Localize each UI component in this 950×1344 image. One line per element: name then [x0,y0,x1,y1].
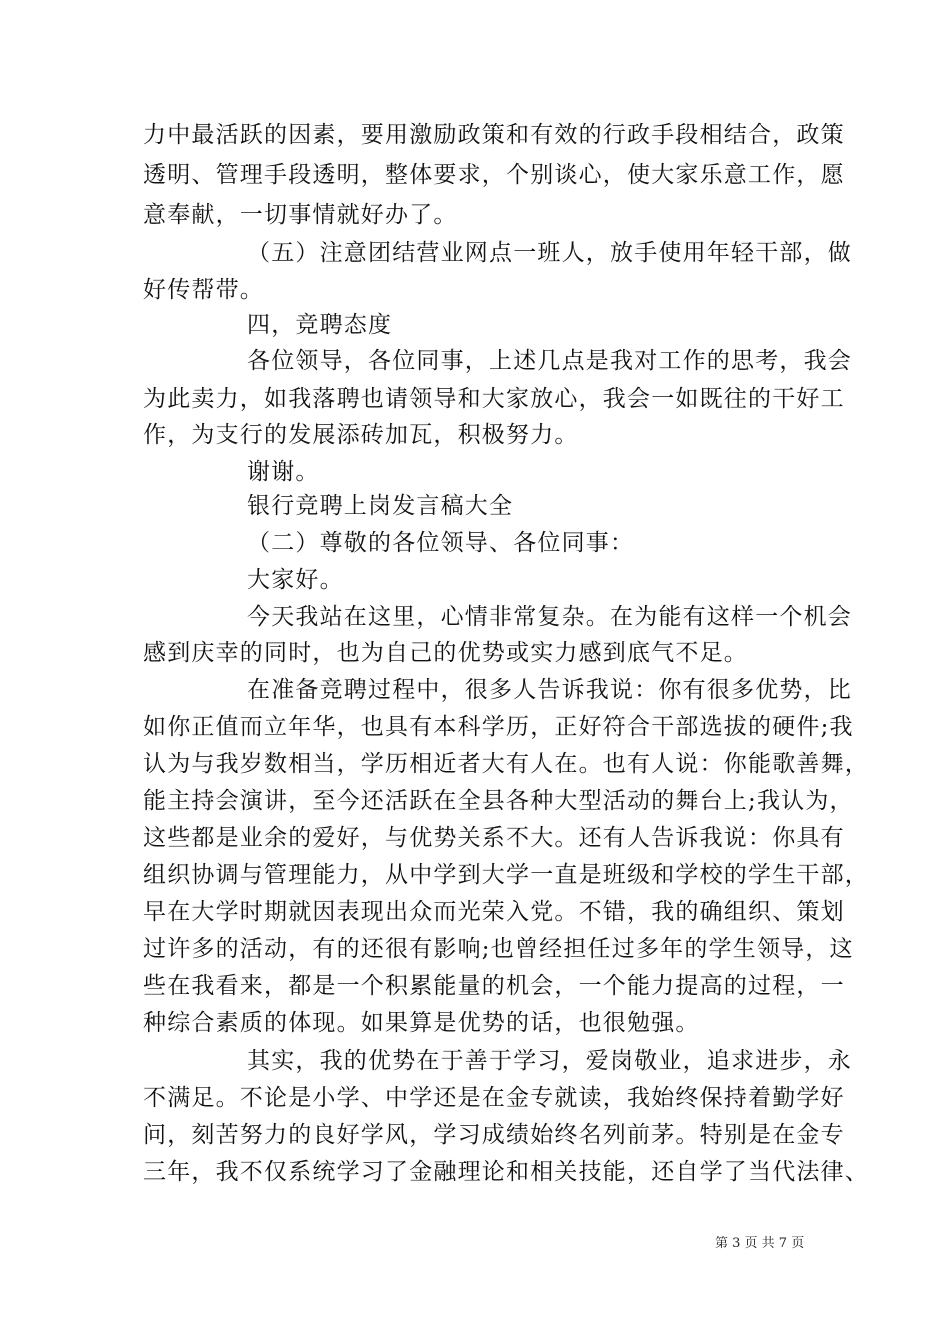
text-line: 认为与我岁数相当，学历相近者大有人在。也有人说：你能歌善舞， [143,751,869,777]
text-line: （五）注意团结营业网点一班人，放手使用年轻干部，做 [247,240,852,266]
text-line: 大家好。 [247,567,344,593]
text-line: 组织协调与管理能力，从中学到大学一直是班级和学校的学生干部， [143,862,869,888]
text-line: 谢谢。 [247,459,320,485]
text-line: 能主持会演讲，至今还活跃在全县各种大型活动的舞台上;我认为， [143,788,854,814]
text-line: 力中最活跃的因素，要用激励政策和有效的行政手段相结合，政策 [143,122,845,148]
text-line: 感到庆幸的同时，也为自己的优势或实力感到底气不足。 [143,640,748,666]
section-heading: 四，竞聘态度 [247,312,393,338]
text-line: 早在大学时期就因表现出众而光荣入党。不错，我的确组织、策划 [143,899,845,925]
text-line: 为此卖力，如我落聘也请领导和大家放心，我会一如既往的干好工 [143,386,845,412]
text-line: 意奉献，一切事情就好办了。 [143,202,458,228]
text-line: 其实，我的优势在于善于学习，爱岗敬业，追求进步，永 [247,1048,852,1074]
text-line: 今天我站在这里，心情非常复杂。在为能有这样一个机会 [247,604,852,630]
text-line: 问，刻苦努力的良好学风，学习成绩始终名列前茅。特别是在金专 [143,1122,845,1148]
text-line: 些在我看来，都是一个积累能量的机会，一个能力提高的过程，一 [143,973,845,999]
page-number: 第 3 页 共 7 页 [715,1236,805,1251]
text-line: 种综合素质的体现。如果算是优势的话，也很勉强。 [143,1010,700,1036]
document-title: 银行竞聘上岗发言稿大全 [247,493,514,519]
text-line: 这些都是业余的爱好，与优势关系不大。还有人告诉我说：你具有 [143,825,845,851]
text-line: 三年，我不仅系统学习了金融理论和相关技能，还自学了当代法律、 [143,1159,869,1185]
text-line: 各位领导，各位同事，上述几点是我对工作的思考，我会 [247,348,852,374]
text-line: 不满足。不论是小学、中学还是在金专就读，我始终保持着勤学好 [143,1085,845,1111]
text-line: （二）尊敬的各位领导、各位同事： [247,530,635,556]
text-line: 好传帮带。 [143,277,264,303]
text-line: 在准备竞聘过程中，很多人告诉我说：你有很多优势，比 [247,677,852,703]
text-line: 过许多的活动，有的还很有影响;也曾经担任过多年的学生领导，这 [143,936,854,962]
text-line: 透明、管理手段透明，整体要求，个别谈心，使大家乐意工作，愿 [143,162,845,188]
text-line: 作，为支行的发展添砖加瓦，积极努力。 [143,422,579,448]
text-line: 如你正值而立年华，也具有本科学历，正好符合干部选拔的硬件;我 [143,714,854,740]
